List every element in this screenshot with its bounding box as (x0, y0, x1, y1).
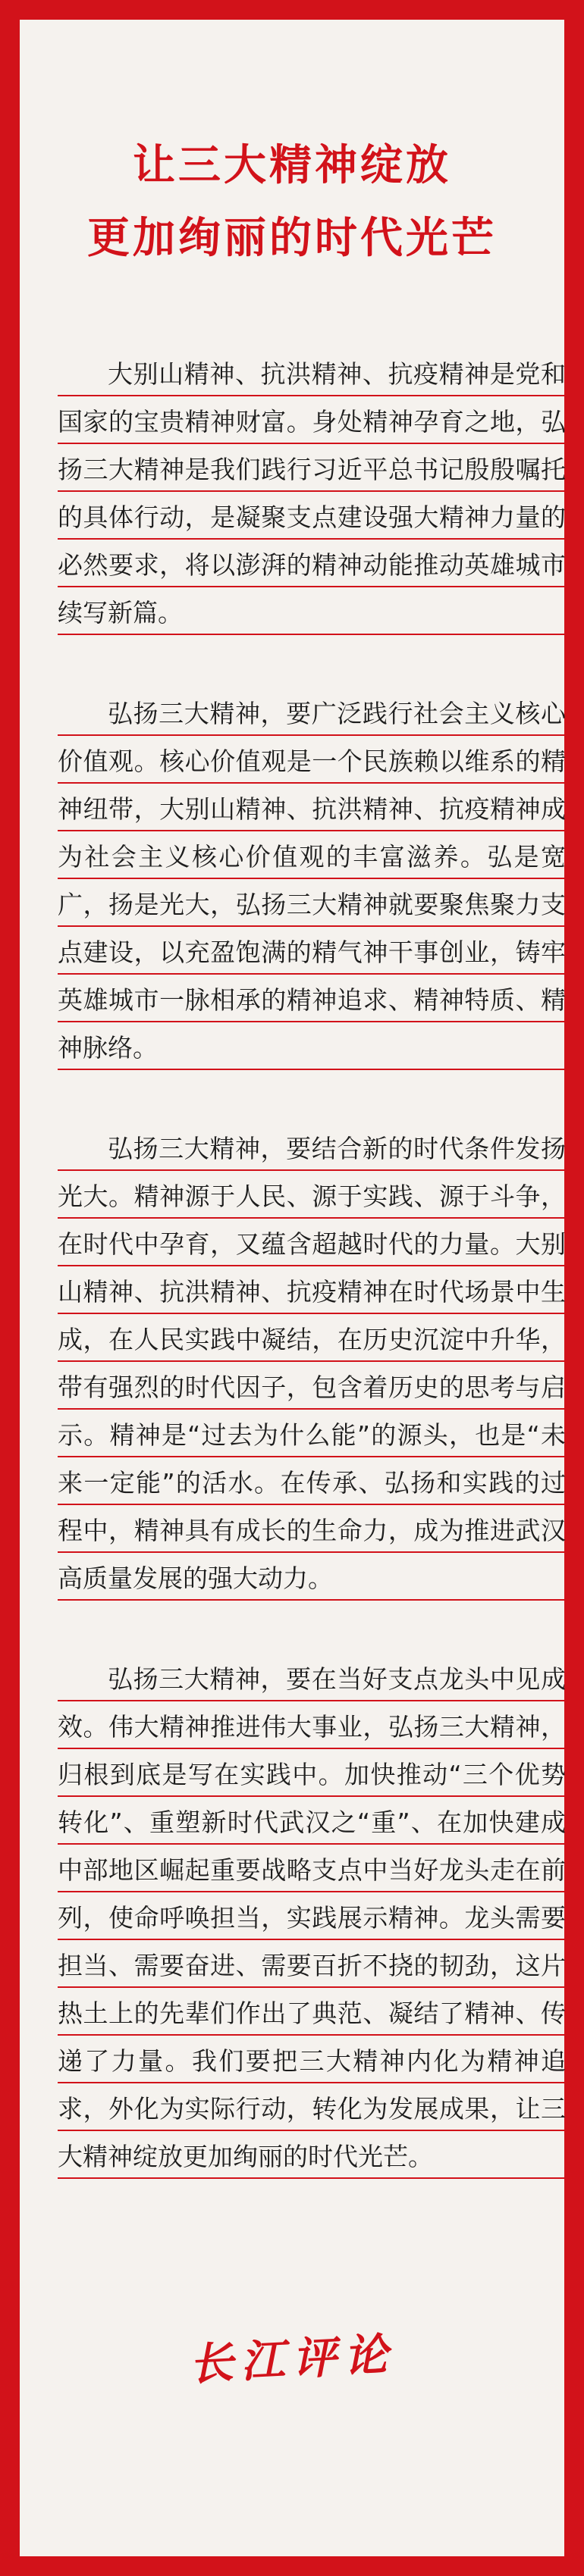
paragraph-2: 弘扬三大精神，要广泛践行社会主义核心价值观。核心价值观是一个民族赖以维系的精神纽带，大别山精神、抗洪精神、抗疫精神成为社会主义核心价值观的丰富滋养。弘是宽广，扬是光大，弘扬三大精神就要聚焦聚力支点建设，以充盈饱满的精气神干事创业，铸牢英雄城市一脉相承的精神追求、精神特质、精神脉络。 (58, 690, 566, 1072)
title-block (20, 130, 564, 275)
title-line-1: 让三大精神绽放 (133, 141, 451, 190)
paragraph-4: 弘扬三大精神，要在当好支点龙头中见成效。伟大精神推进伟大事业，弘扬三大精神，归根到底是写在实践中。加快推动“三个优势转化”、重塑新时代武汉之“重”、在加快建成中部地区崛起重要战略支点中当好龙头走在前列，使命呼唤担当，实践展示精神。龙头需要担当、需要奋进、需要百折不挠的韧劲，这片热土上的先辈们作出了典范、凝结了精神、传递了力量。我们要把三大精神内化为精神追求，外化为实际行动，转化为发展成果，让三大精神绽放更加绚丽的时代光芒。 (58, 1655, 566, 2180)
title-line-2: 更加绚丽的时代光芒 (87, 214, 497, 263)
column-signature: 长江评论 (187, 2327, 397, 2391)
paragraph-1: 大别山精神、抗洪精神、抗疫精神是党和国家的宝贵精神财富。身处精神孕育之地，弘扬三大精神是我们践行习近平总书记殷殷嘱托的具体行动，是凝聚支点建设强大精神力量的必然要求，将以澎湃的精神动能推动英雄城市续写新篇。 (58, 350, 566, 637)
paragraph-3: 弘扬三大精神，要结合新的时代条件发扬光大。精神源于人民、源于实践、源于斗争，在时代中孕育，又蕴含超越时代的力量。大别山精神、抗洪精神、抗疫精神在时代场景中生成，在人民实践中凝结，在历史沉淀中升华，带有强烈的时代因子，包含着历史的思考与启示。精神是“过去为什么能”的源头，也是“未来一定能”的活水。在传承、弘扬和实践的过程中，精神具有成长的生命力，成为推进武汉高质量发展的强大动力。 (58, 1125, 566, 1602)
article-body (58, 350, 566, 2233)
